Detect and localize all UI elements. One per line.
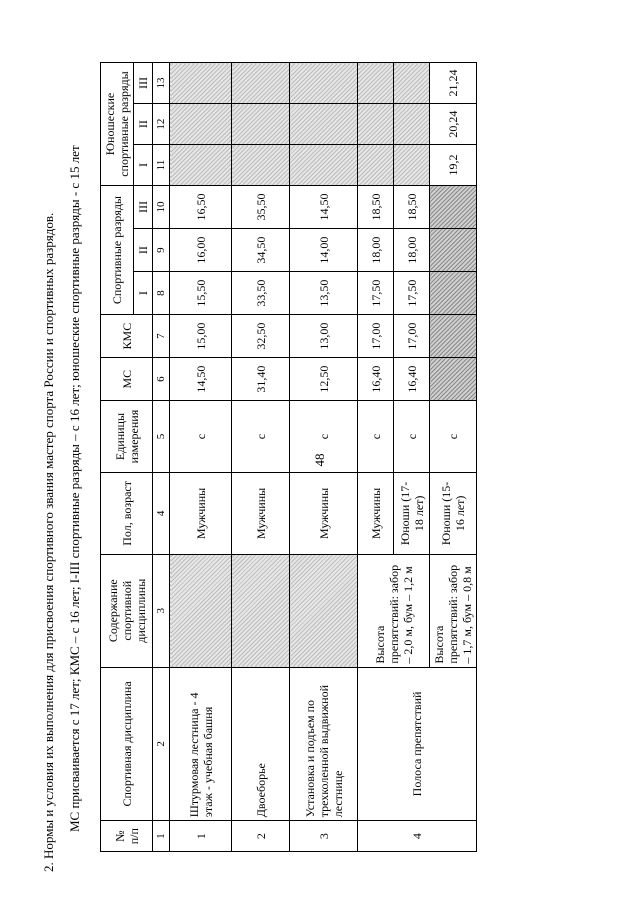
col-header-content: Содержание спортивной дисциплины — [101, 554, 153, 667]
row-youth-1 — [232, 145, 290, 186]
section-heading: 2. Нормы и условия их выполнения для присвоения спортивного звания мастер спорта России и спортивных разрядов. — [41, 212, 56, 872]
col-header-sport-ranks: Спортивные разряды — [101, 186, 134, 315]
row-units: с — [290, 401, 358, 473]
row-ms: 12,50 — [290, 358, 358, 401]
row-units: с — [170, 401, 232, 473]
row-youth-3 — [170, 63, 232, 104]
row-rank-1: 17,50 — [394, 272, 430, 315]
row-ms: 16,40 — [358, 358, 394, 401]
col-header-rank-3: III — [134, 186, 153, 229]
row-units: с — [430, 401, 477, 473]
col-header-ms: МС — [101, 358, 153, 401]
row-kms — [430, 315, 477, 358]
col-number: 13 — [153, 63, 170, 104]
row-rank-3: 14,50 — [290, 186, 358, 229]
col-header-youth-3: III — [134, 63, 153, 104]
col-header-rank-1: I — [134, 272, 153, 315]
row-youth-3 — [232, 63, 290, 104]
row-discipline: Штурмовая лестница - 4 этаж - учебная башня — [170, 667, 232, 821]
row-kms: 15,00 — [170, 315, 232, 358]
col-header-youth-ranks: Юношеские спортивные разряды — [101, 63, 134, 186]
row-youth-2 — [232, 104, 290, 145]
row-youth-3 — [394, 63, 430, 104]
col-header-rank-2: II — [134, 229, 153, 272]
row-youth-3: 21,24 — [430, 63, 477, 104]
table-row — [290, 63, 358, 852]
col-header-discipline: Спортивная дисциплина — [101, 667, 153, 821]
table-row — [358, 63, 394, 852]
row-num: 2 — [232, 821, 290, 852]
row-rank-3: 16,50 — [170, 186, 232, 229]
row-content — [232, 554, 290, 667]
row-units: с — [394, 401, 430, 473]
row-content — [170, 554, 232, 667]
row-discipline: Двоеборье — [232, 667, 290, 821]
row-rank-1: 17,50 — [358, 272, 394, 315]
table-row — [170, 63, 232, 852]
row-rank-2 — [430, 229, 477, 272]
row-discipline: Полоса препятствий — [358, 667, 477, 821]
row-num: 1 — [170, 821, 232, 852]
column-number-row — [153, 63, 170, 852]
col-number: 7 — [153, 315, 170, 358]
row-content: Высота препятствий: забор – 2,0 м, бум – 1,2 м — [358, 554, 430, 667]
row-rank-1: 15,50 — [170, 272, 232, 315]
row-kms: 17,00 — [394, 315, 430, 358]
row-youth-2 — [394, 104, 430, 145]
row-youth-1 — [290, 145, 358, 186]
col-header-youth-2: II — [134, 104, 153, 145]
row-youth-1 — [394, 145, 430, 186]
row-content: Высота препятствий: забор – 1,7 м, бум – 0,8 м — [430, 554, 477, 667]
row-youth-3 — [290, 63, 358, 104]
col-number: 4 — [153, 472, 170, 554]
row-rank-3 — [430, 186, 477, 229]
col-number: 1 — [153, 821, 170, 852]
col-header-gender-age: Пол, возраст — [101, 472, 153, 554]
row-kms: 32,50 — [232, 315, 290, 358]
row-youth-2 — [358, 104, 394, 145]
col-header-kms: КМС — [101, 315, 153, 358]
row-rank-1 — [430, 272, 477, 315]
row-discipline: Установка и подъем по трехколенной выдвижной лестнице — [290, 667, 358, 821]
row-rank-2: 18,00 — [394, 229, 430, 272]
row-rank-3: 18,50 — [358, 186, 394, 229]
col-number: 9 — [153, 229, 170, 272]
row-youth-1: 19,2 — [430, 145, 477, 186]
row-rank-2: 14,00 — [290, 229, 358, 272]
row-ms: 31,40 — [232, 358, 290, 401]
row-youth-2 — [290, 104, 358, 145]
row-units: с — [232, 401, 290, 473]
row-gender: Мужчины — [232, 472, 290, 554]
row-gender: Юноши (15-16 лет) — [430, 472, 477, 554]
row-rank-1: 33,50 — [232, 272, 290, 315]
col-number: 8 — [153, 272, 170, 315]
row-kms: 13,00 — [290, 315, 358, 358]
row-youth-2 — [170, 104, 232, 145]
row-rank-2: 16,00 — [170, 229, 232, 272]
row-ms — [430, 358, 477, 401]
col-number: 12 — [153, 104, 170, 145]
col-header-num: № п/п — [101, 821, 153, 852]
row-youth-1 — [170, 145, 232, 186]
row-num: 4 — [358, 821, 477, 852]
col-number: 3 — [153, 554, 170, 667]
rotated-page — [40, 62, 600, 892]
table-row — [232, 63, 290, 852]
col-header-youth-1: I — [134, 145, 153, 186]
row-youth-1 — [358, 145, 394, 186]
row-youth-3 — [358, 63, 394, 104]
row-ms: 16,40 — [394, 358, 430, 401]
row-content — [290, 554, 358, 667]
col-number: 10 — [153, 186, 170, 229]
row-ms: 14,50 — [170, 358, 232, 401]
header-row-1 — [101, 63, 134, 852]
row-units: с — [358, 401, 394, 473]
row-kms: 17,00 — [358, 315, 394, 358]
row-rank-2: 18,00 — [358, 229, 394, 272]
row-rank-3: 35,50 — [232, 186, 290, 229]
col-number: 5 — [153, 401, 170, 473]
norms-table — [100, 62, 477, 852]
row-rank-3: 18,50 — [394, 186, 430, 229]
col-number: 6 — [153, 358, 170, 401]
row-gender: Мужчины — [290, 472, 358, 554]
row-rank-2: 34,50 — [232, 229, 290, 272]
page-number: 48 — [312, 453, 327, 467]
row-gender: Мужчины — [170, 472, 232, 554]
row-gender: Мужчины — [358, 472, 394, 554]
row-youth-2: 20,24 — [430, 104, 477, 145]
col-number: 11 — [153, 145, 170, 186]
row-gender: Юноши (17-18 лет) — [394, 472, 430, 554]
col-header-units: Единицы измерения — [101, 401, 153, 473]
row-rank-1: 13,50 — [290, 272, 358, 315]
col-number: 2 — [153, 667, 170, 821]
row-num: 3 — [290, 821, 358, 852]
age-requirements-heading: МС присваивается с 17 лет; КМС – с 16 лет; I-III спортивные разряды – с 16 лет; юношеские спортивные разряды - с 15 лет — [67, 145, 82, 832]
